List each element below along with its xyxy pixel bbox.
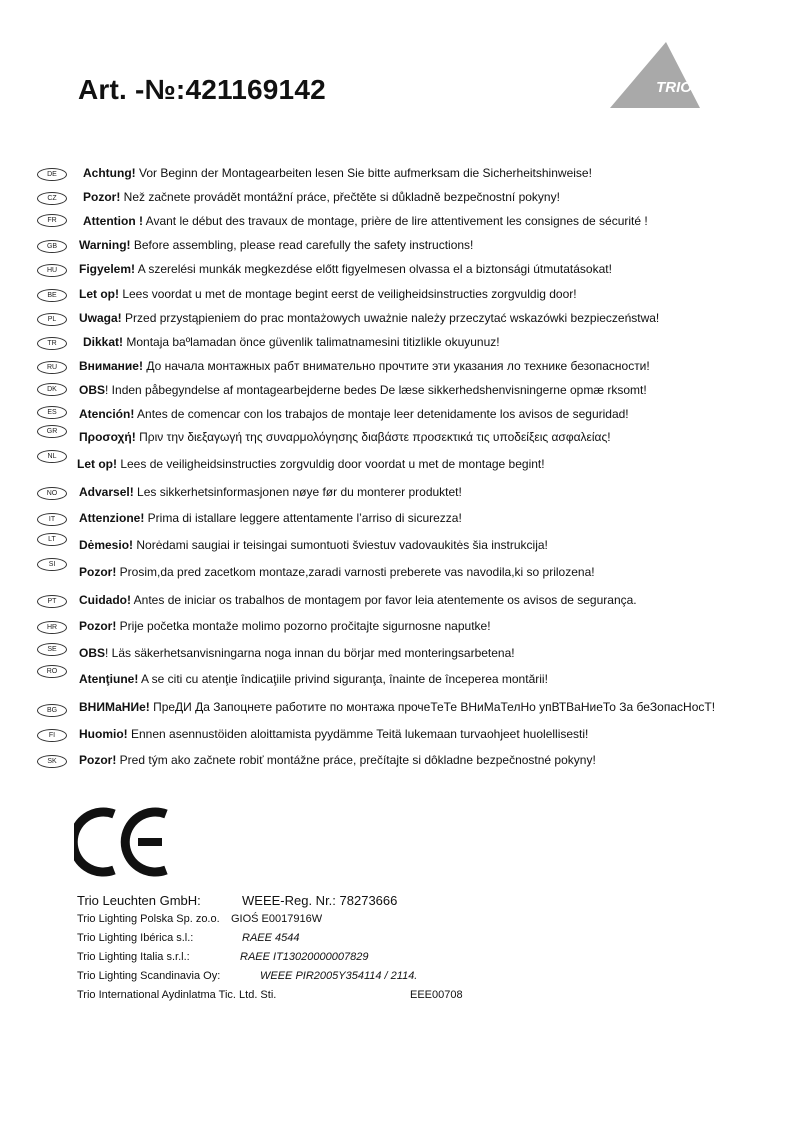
warning-text [79, 699, 715, 715]
warning-row [0, 165, 780, 185]
warning-text [83, 165, 592, 181]
warning-body: Prosim,da pred zacetkom montaze,zaradi varnosti preberete vas navodila,ki so prilozena! [116, 565, 595, 579]
country-code-badge: SK [37, 755, 67, 768]
warning-row [0, 382, 780, 402]
warning-text [79, 286, 577, 302]
warning-body: Prima di istallare leggere attentamente l’arriso di sicurezza! [144, 511, 462, 525]
warning-body: A szerelési munkák megkezdése előtt figyelmesen olvassa el a biztonsági útmutatásokat! [135, 262, 612, 276]
warning-body: Avant le début des travaux de montage, prière de lire attentivement les consignes de sécurité ! [142, 214, 648, 228]
country-code-badge: TR [37, 337, 67, 350]
warning-text [83, 189, 560, 205]
warning-heading: Uwaga! [79, 311, 122, 325]
company-name: Trio Lighting Scandinavia Oy: [77, 970, 221, 982]
country-code-badge: GR [37, 425, 67, 438]
warning-text [79, 484, 462, 500]
warning-body: Montaja baºlamadan önce güvenlik talimatnamesini titizlikle okuyunuz! [123, 335, 500, 349]
warning-heading: Attenzione! [79, 511, 145, 525]
warning-text [83, 213, 648, 229]
warning-row [0, 510, 780, 530]
warning-body: Antes de comencar con los trabajos de montaje leer detenidamente los avisos de seguridad! [134, 407, 629, 421]
warning-row [0, 752, 780, 772]
warning-heading: Let op! [77, 457, 117, 471]
country-code-badge: PT [37, 595, 67, 608]
warning-body: Les sikkerhetsinformasjonen nøye før du monterer produktet! [133, 485, 462, 499]
warning-row [0, 237, 780, 257]
warning-row [0, 406, 780, 426]
warning-row [0, 286, 780, 306]
warning-text [83, 334, 500, 350]
warning-text [79, 592, 637, 608]
country-code-badge: RO [37, 665, 67, 678]
warning-body: До начала монтажных рабт внимательно прочтите эти указания ло технике безопасности! [142, 359, 650, 373]
company-name: Trio Leuchten GmbH: [77, 893, 201, 908]
warning-text [79, 671, 548, 687]
company-registration-number: WEEE-Reg. Nr.: 78273666 [242, 893, 398, 908]
country-code-badge: IT [37, 513, 67, 526]
country-code-badge: HR [37, 621, 67, 634]
warning-row [0, 213, 780, 233]
country-code-badge: PL [37, 313, 67, 326]
warning-heading: Attention ! [83, 214, 143, 228]
country-code-badge: DK [37, 383, 67, 396]
ce-mark-label: CE [74, 806, 76, 807]
warning-text [79, 726, 588, 742]
warning-heading: Dikkat! [83, 335, 124, 349]
warning-heading: Dėmesio! [79, 538, 134, 552]
country-code-badge: HU [37, 264, 67, 277]
warning-row [0, 261, 780, 281]
warning-body: Przed przystąpieniem do prac montażowych uważnie należy przeczytać wskazówki bezpieczeństwa! [121, 311, 660, 325]
warning-text [79, 537, 548, 553]
warning-heading: Advarsel! [79, 485, 134, 499]
warning-body: Lees voordat u met de montage begint eerst de veiligheidsinstructies zorgvuldig door! [119, 287, 577, 301]
warning-text [79, 261, 612, 277]
company-row [77, 893, 677, 913]
warning-body: Antes de iniciar os trabalhos de montagem por favor leia atentemente os avisos de segurança. [131, 593, 637, 607]
warning-heading: ВНИМаНИе! [79, 700, 150, 714]
company-name: Trio Lighting Ibérica s.l.: [77, 932, 194, 944]
warning-row [0, 645, 780, 665]
country-code-badge: NL [37, 450, 67, 463]
warning-body: Prije početka montaže molimo pozorno pročitajte sigurnosne naputke! [116, 619, 491, 633]
warning-body: ПреДИ Да Запоцнете работите по монтажа прочеТеТе ВНиМаТелНо упВТВаНиеТо За беЗопасНосТ! [149, 700, 716, 714]
warning-text [79, 358, 650, 374]
warning-text [79, 618, 491, 634]
country-code-badge: FI [37, 729, 67, 742]
ce-c-letter [74, 812, 114, 872]
warning-heading: Achtung! [83, 166, 136, 180]
country-code-badge: RU [37, 361, 67, 374]
country-code-badge: CZ [37, 192, 67, 205]
warning-body: Πριν την διεξαγωγή της συναρμολόγησης διαβάστε προσεκτικά τις υποδείξεις ασφαλείας! [135, 430, 611, 444]
warning-body: Vor Beginn der Montagearbeiten lesen Sie bitte aufmerksam die Sicherheitshinweise! [135, 166, 592, 180]
warning-heading: Let op! [79, 287, 119, 301]
warning-body: Norėdami saugiai ir teisingai sumontuoti šviestuv vadovaukitės šia instrukcija! [133, 538, 548, 552]
warning-row [0, 310, 780, 330]
company-registration-number: WEEE PIR2005Y354114 / 2114. [260, 970, 418, 982]
country-code-badge: LT [37, 533, 67, 546]
company-row [77, 989, 677, 1008]
warning-body: ! Inden påbegyndelse af montagearbejderne bedes De læse sikkerhedshenvisningerne opmæ rksomt! [105, 383, 647, 397]
warning-text [79, 510, 462, 526]
warning-row [0, 358, 780, 378]
warning-body: Ennen asennustöiden aloittamista pyydämme Teitä lukemaan turvaohjeet huolellisesti! [127, 727, 589, 741]
country-code-badge: DE [37, 168, 67, 181]
country-code-badge: BE [37, 289, 67, 302]
company-row [77, 951, 677, 970]
warning-body: ! Läs säkerhetsanvisningarna noga innan du börjar med monteringsarbetena! [105, 646, 515, 660]
warning-heading: Pozor! [83, 190, 121, 204]
warning-heading: Atención! [79, 407, 135, 421]
warning-heading: Pozor! [79, 565, 117, 579]
warning-text [79, 237, 473, 253]
warning-heading: Pozor! [79, 753, 117, 767]
trio-logo-text: TRIO [656, 79, 692, 96]
warning-text [79, 564, 595, 580]
company-registration-number: EEE00708 [410, 989, 463, 1001]
warning-row [0, 726, 780, 746]
article-number-title: Art. -№:421169142 [78, 74, 326, 105]
warning-row [0, 429, 780, 449]
country-code-badge: NO [37, 487, 67, 500]
warning-heading: Warning! [79, 238, 131, 252]
warning-text [79, 752, 596, 768]
warning-heading: Cuidado! [79, 593, 131, 607]
country-code-badge: GB [37, 240, 67, 253]
warning-text [79, 382, 647, 398]
warning-heading: Huomio! [79, 727, 128, 741]
warning-text [79, 429, 611, 445]
company-registration-number: RAEE 4544 [242, 932, 300, 944]
country-code-badge: SE [37, 643, 67, 656]
warning-body: A se citi cu atenţie îndicaţiile privind siguranţa, înainte de începerea montării! [138, 672, 548, 686]
company-name: Trio Lighting Italia s.r.l.: [77, 951, 190, 963]
warning-row [0, 668, 780, 691]
warning-heading: Figyelem! [79, 262, 136, 276]
ce-mark [74, 806, 174, 878]
warning-row [0, 453, 780, 476]
warning-heading: Atenţiune! [79, 672, 139, 686]
company-row [77, 970, 677, 989]
company-registration-list [77, 893, 677, 1008]
company-name: Trio International Aydinlatma Tic. Ltd. Sti. [77, 989, 277, 1001]
warning-heading: OBS [79, 646, 106, 660]
warning-row [0, 484, 780, 504]
warning-row [0, 561, 780, 584]
warning-row [0, 699, 780, 719]
company-name: Trio Lighting Polska Sp. zo.o. [77, 913, 220, 925]
company-row [77, 913, 677, 932]
country-code-badge: SI [37, 558, 67, 571]
company-registration-number: RAEE IT13020000007829 [240, 951, 369, 963]
warning-body: Lees de veiligheidsinstructies zorgvuldig door voordat u met de montage begint! [117, 457, 545, 471]
warning-body: Než začnete provádět montážní práce, přečtěte si důkladně bezpečnostní pokyny! [120, 190, 560, 204]
warning-heading: OBS [79, 383, 106, 397]
warning-row [0, 537, 780, 557]
warning-body: Before assembling, please read carefully the safety instructions! [130, 238, 474, 252]
warning-text [79, 645, 515, 661]
country-code-badge: BG [37, 704, 67, 717]
warning-body: Pred tým ako začnete robiť montážne práce, prečítajte si dôkladne bezpečnostné pokyny! [116, 753, 596, 767]
warning-heading: Pozor! [79, 619, 117, 633]
warning-text [79, 406, 629, 422]
warning-heading: Προσοχή! [79, 430, 136, 444]
company-registration-number: GIOŚ E0017916W [231, 913, 323, 925]
warning-text [77, 456, 545, 472]
company-row [77, 932, 677, 951]
warning-row [0, 592, 780, 612]
warning-row [0, 618, 780, 638]
warning-row [0, 189, 780, 209]
warning-text [79, 310, 659, 326]
warning-row [0, 334, 780, 354]
warning-heading: Внимание! [79, 359, 143, 373]
country-code-badge: ES [37, 406, 67, 419]
country-code-badge: FR [37, 214, 67, 227]
